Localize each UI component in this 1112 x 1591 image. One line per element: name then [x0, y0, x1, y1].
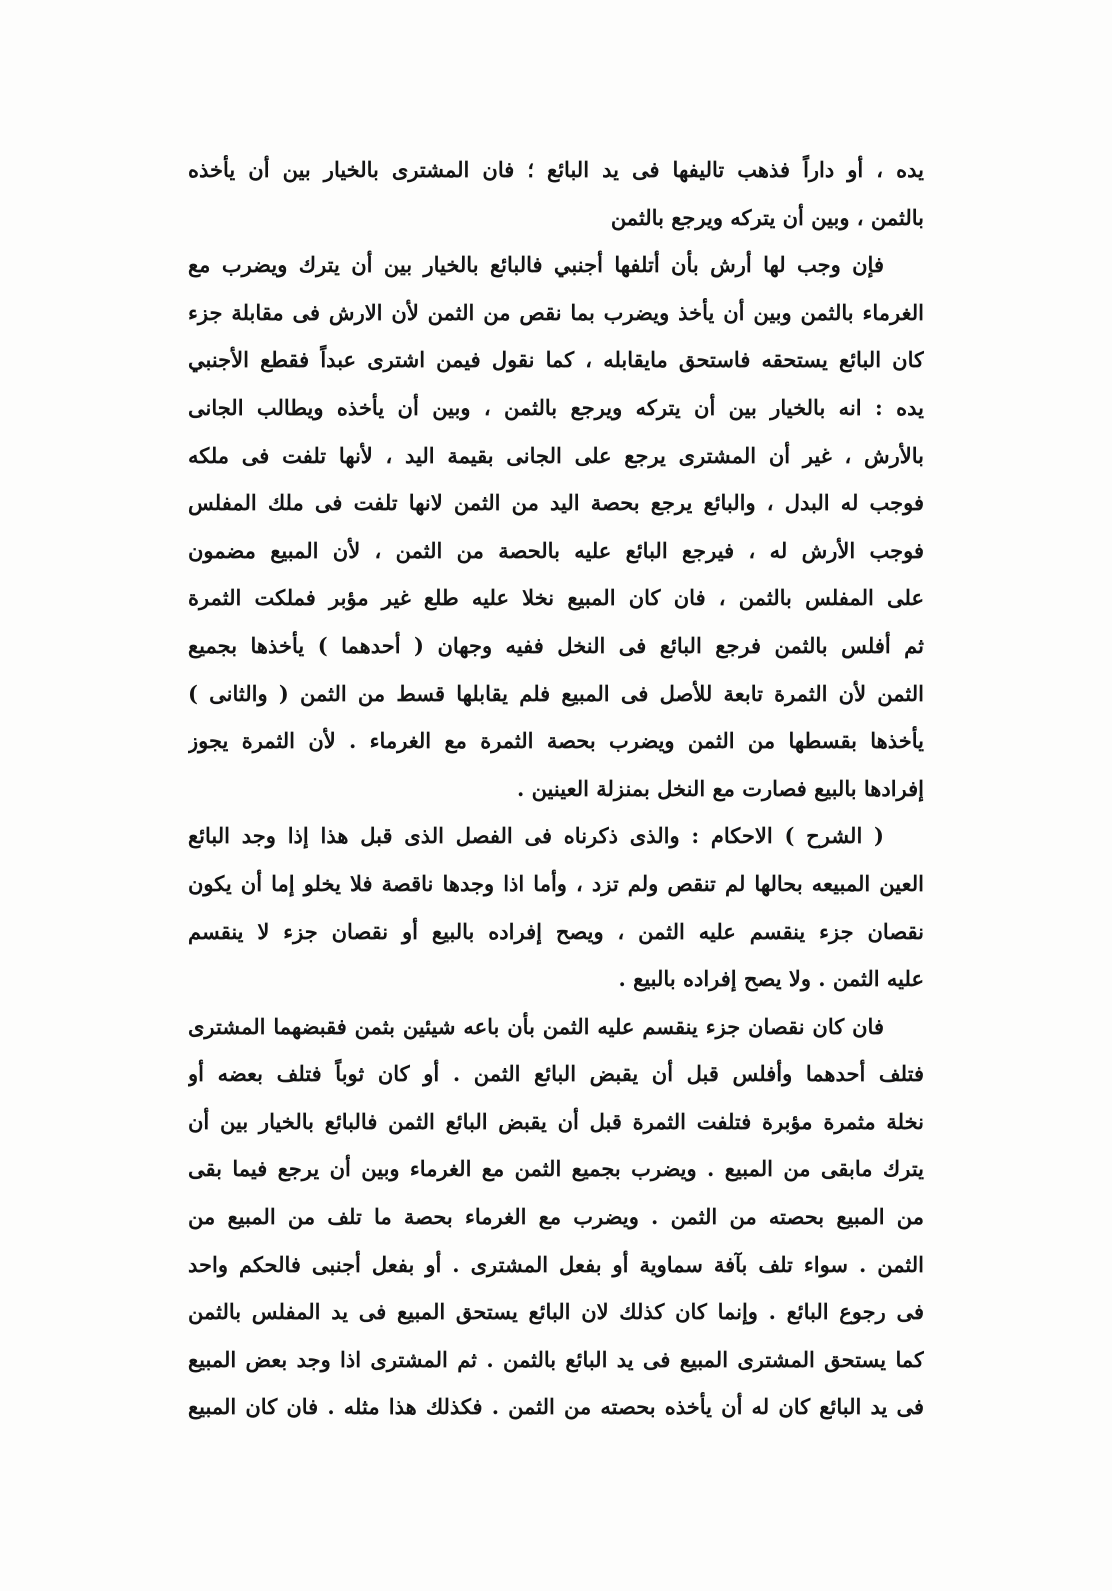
text-line: ثم أفلس بالثمن فرجع البائع فى النخل ففيه وجهان ( أحدهما ) يأخذها بجميع: [188, 632, 924, 658]
text-line: فى يد البائع كان له أن يأخذه بحصته من الثمن . فكذلك هذا مثله . فان كان المبيع: [188, 1394, 924, 1420]
text-line: فإن وجب لها أرش بأن أتلفها أجنبي فالبائع بالخيار بين أن يترك ويضرب مع: [188, 252, 884, 278]
text-line: الثمن لأن الثمرة تابعة للأصل فى المبيع فلم يقابلها قسط من الثمن ( والثانى ): [188, 680, 924, 706]
text-line: فوجب له البدل ، والبائع يرجع بحصة اليد من الثمن لانها تلفت فى ملك المفلس: [188, 490, 924, 516]
text-line: على المفلس بالثمن ، فان كان المبيع نخلا عليه طلع غير مؤبر فملكت الثمرة: [188, 585, 924, 611]
text-line: ( الشرح ) الاحكام : والذى ذكرناه فى الفصل الذى قبل هذا إذا وجد البائع: [188, 823, 884, 849]
text-line: فوجب الأرش له ، فيرجع البائع عليه بالحصة من الثمن ، لأن المبيع مضمون: [188, 537, 924, 563]
text-line: الثمن . سواء تلف بآفة سماوية أو بفعل المشترى . أو بفعل أجنبى فالحكم واحد: [188, 1251, 924, 1277]
text-line: نقصان جزء ينقسم عليه الثمن ، ويصح إفراده بالبيع أو نقصان جزء لا ينقسم: [188, 918, 924, 944]
text-line: فان كان نقصان جزء ينقسم عليه الثمن بأن باعه شيئين بثمن فقبضهما المشترى: [188, 1013, 884, 1039]
text-line: إفرادها بالبيع فصارت مع النخل بمنزلة العينين .: [516, 775, 924, 801]
text-line: كما يستحق المشترى المبيع فى يد البائع بالثمن . ثم المشترى اذا وجد بعض المبيع: [188, 1346, 924, 1372]
text-line: يترك مابقى من المبيع . ويضرب بجميع الثمن مع الغرماء وبين أن يرجع فيما بقى: [188, 1156, 924, 1182]
text-line: بالأرش ، غير أن المشترى يرجع على الجانى بقيمة اليد ، لأنها تلفت فى ملكه: [188, 442, 924, 468]
text-line: نخلة مثمرة مؤبرة فتلفت الثمرة قبل أن يقبض البائع الثمن فالبائع بالخيار بين أن: [188, 1108, 924, 1134]
body-text: [188, 146, 924, 1431]
text-line: كان البائع يستحقه فاستحق مايقابله ، كما نقول فيمن اشترى عبداً فقطع الأجنبي: [188, 347, 924, 373]
text-line: يده : انه بالخيار بين أن يتركه ويرجع بالثمن ، وبين أن يأخذه ويطالب الجانى: [188, 394, 924, 420]
text-line: العين المبيعه بحالها لم تنقص ولم تزد ، وأما اذا وجدها ناقصة فلا يخلو إما أن يكون: [188, 870, 924, 896]
text-line: بالثمن ، وبين أن يتركه ويرجع بالثمن: [610, 204, 924, 230]
text-line: فتلف أحدهما وأفلس قبل أن يقبض البائع الثمن . أو كان ثوباً فتلف بعضه أو: [188, 1061, 924, 1087]
text-line: يأخذها بقسطها من الثمن ويضرب بحصة الثمرة مع الغرماء . لأن الثمرة يجوز: [188, 728, 924, 754]
text-line: يده ، أو داراً فذهب تاليفها فى يد البائع ؛ فان المشترى بالخيار بين أن يأخذه: [188, 157, 924, 182]
text-line: عليه الثمن . ولا يصح إفراده بالبيع .: [618, 966, 924, 992]
text-line: فى رجوع البائع . وإنما كان كذلك لان البائع يستحق المبيع فى يد المفلس بالثمن: [188, 1299, 924, 1325]
text-line: الغرماء بالثمن وبين أن يأخذ ويضرب بما نقص من الثمن لأن الارش فى مقابلة جزء: [188, 299, 924, 325]
text-line: من المبيع بحصته من الثمن . ويضرب مع الغرماء بحصة ما تلف من المبيع من: [188, 1204, 924, 1230]
